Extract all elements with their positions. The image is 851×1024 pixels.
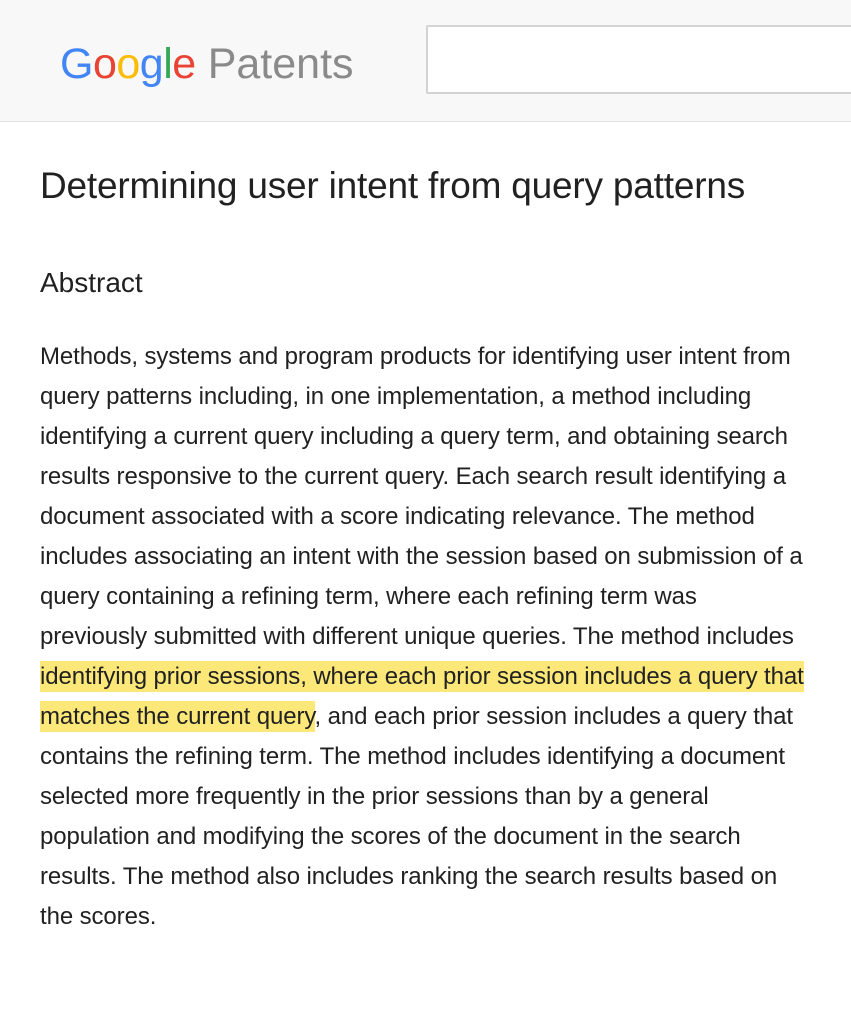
logo-letter-o2: o: [116, 40, 140, 88]
logo-letter-e: e: [172, 40, 196, 88]
patent-title: Determining user intent from query patterns: [40, 165, 746, 206]
abstract-text: [40, 337, 810, 937]
logo-letter-l: l: [163, 40, 173, 88]
logo-letter-g: G: [60, 40, 93, 88]
logo-product-name: Patents: [207, 40, 354, 88]
google-patents-logo[interactable]: [60, 36, 354, 92]
abstract-highlighted-text: identifying prior sessions, where each prior session includes a query that matches the current query: [40, 663, 804, 730]
logo-letter-o1: o: [92, 40, 117, 88]
abstract-text-after: , and each prior session includes a query that contains the refining term. The method includes identifying a document selected more frequently in the prior sessions than by a general population and modifying the scores of the document in the search results. The method also includes ranking the search results based on the scores.: [40, 703, 793, 930]
search-input[interactable]: [426, 25, 851, 94]
abstract-heading: Abstract: [40, 267, 143, 298]
logo-letter-g2: g: [139, 40, 164, 88]
abstract-text-before: Methods, systems and program products for identifying user intent from query patterns including, in one implementation, a method including identifying a current query including a query term, and obtaining search results responsive to the current query. Each search result identifying a document associated with a score indicating relevance. The method includes associating an intent with the session based on submission of a query containing a refining term, where each refining term was previously submitted with different unique queries. The method includes: [40, 343, 803, 650]
top-header: [0, 0, 851, 122]
